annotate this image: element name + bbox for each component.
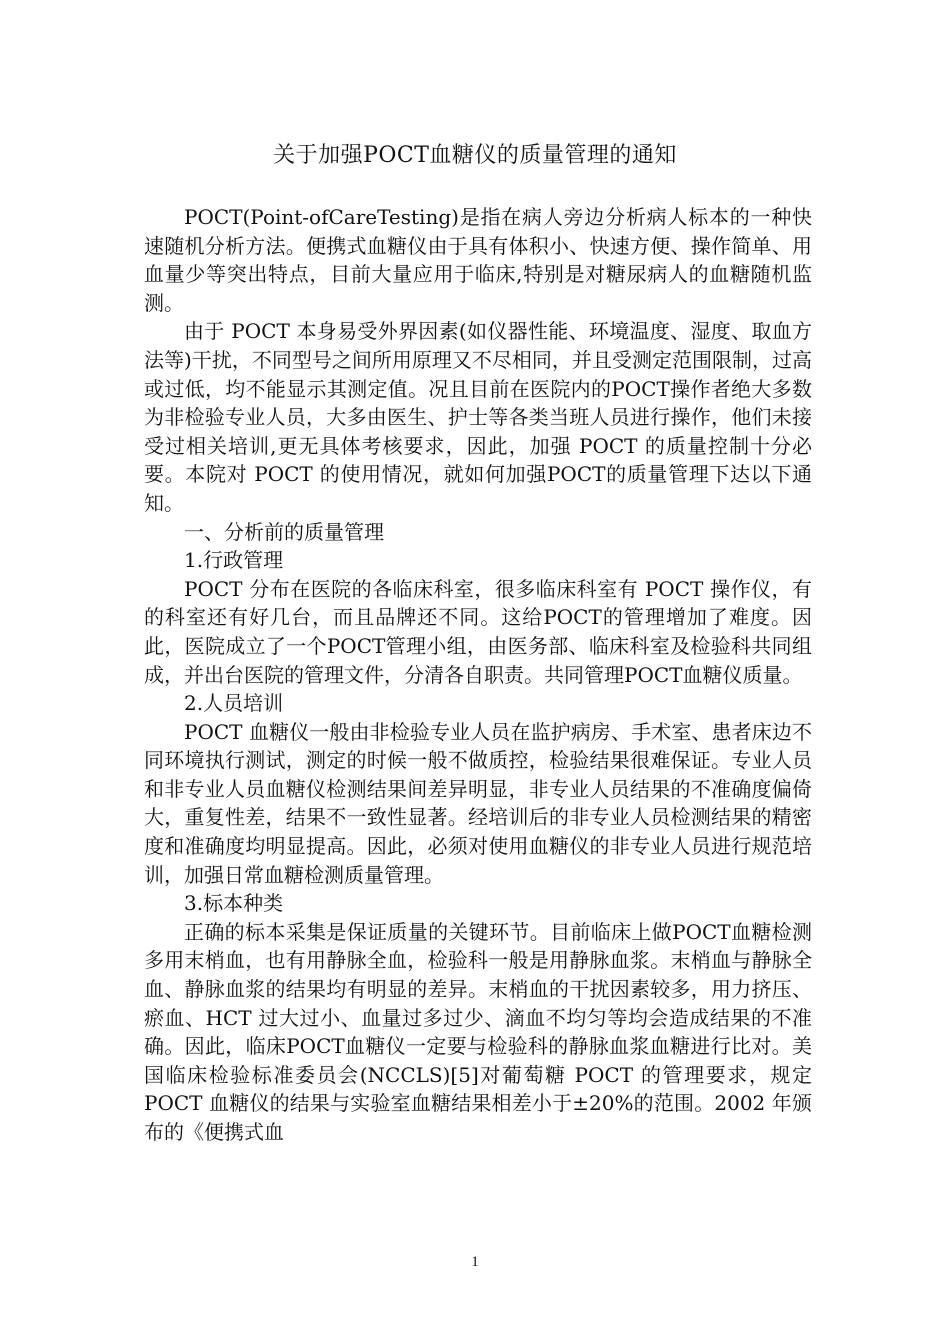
page-number: 1 [471, 1254, 479, 1270]
subheading-specimen-types: 3.标本种类 [184, 891, 284, 916]
document-body [144, 203, 812, 1147]
paragraph-training: POCT 血糖仪一般由非检验专业人员在监护病房、手术室、患者床边不同环境执行测试，测定的时候一般不做质控，检验结果很难保证。专业人员和非专业人员血糖仪检测结果间差异明显，非专业人员结果的不准确度偏倚大，重复性差，结果不一致性显著。经培训后的非专业人员检测结果的精密度和准确度均明显提高。因此，必须对使用血糖仪的非专业人员进行规范培训，加强日常血糖检测质量管理。 [144, 719, 812, 887]
subheading-administration: 1.行政管理 [184, 548, 284, 573]
paragraph-specimen-types: 正确的标本采集是保证质量的关键环节。目前临床上做POCT血糖检测多用末梢血，也有用静脉全血，检验科一般是用静脉血浆。末梢血与静脉全血、静脉血浆的结果均有明显的差异。末梢血的干扰因素较多，用力挤压、瘀血、HCT 过大过小、血量过多过少、滴血不均匀等均会造成结果的不准确。因此，临床POCT血糖仪一定要与检验科的静脉血浆血糖进行比对。美国临床检验标准委员会(NCCLS)[5]对葡萄糖 POCT 的管理要求，规定 POCT 血糖仪的结果与实验室血糖结果相差小于±20%的范围。2002 年颁布的《便携式血 [144, 919, 812, 1144]
paragraph-intro: POCT(Point-ofCareTesting)是指在病人旁边分析病人标本的一种快速随机分析方法。便携式血糖仪由于具有体积小、快速方便、操作简单、用血量少等突出特点，目前大量应用于临床,特别是对糖尿病人的血糖随机监测。 [144, 205, 812, 315]
subheading-training: 2.人员培训 [184, 691, 284, 716]
paragraph-background: 由于 POCT 本身易受外界因素(如仪器性能、环境温度、湿度、取血方法等)干扰，不同型号之间所用原理又不尽相同，并且受测定范围限制，过高或过低，均不能显示其测定值。况且目前在医院内的POCT操作者绝大多数为非检验专业人员，大多由医生、护士等各类当班人员进行操作，他们未接受过相关培训,更无具体考核要求，因此，加强 POCT 的质量控制十分必要。本院对 POCT 的使用情况，就如何加强POCT的质量管理下达以下通知。 [144, 319, 812, 515]
paragraph-administration: POCT 分布在医院的各临床科室，很多临床科室有 POCT 操作仪，有的科室还有好几台，而且品牌还不同。这给POCT的管理增加了难度。因此，医院成立了一个POCT管理小组，由医务部、临床科室及检验科共同组成，并出台医院的管理文件，分清各自职责。共同管理POCT血糖仪质量。 [144, 576, 812, 687]
section-heading-pre-analysis: 一、分析前的质量管理 [184, 519, 384, 544]
document-title: 关于加强POCT血糖仪的质量管理的通知 [273, 143, 677, 168]
